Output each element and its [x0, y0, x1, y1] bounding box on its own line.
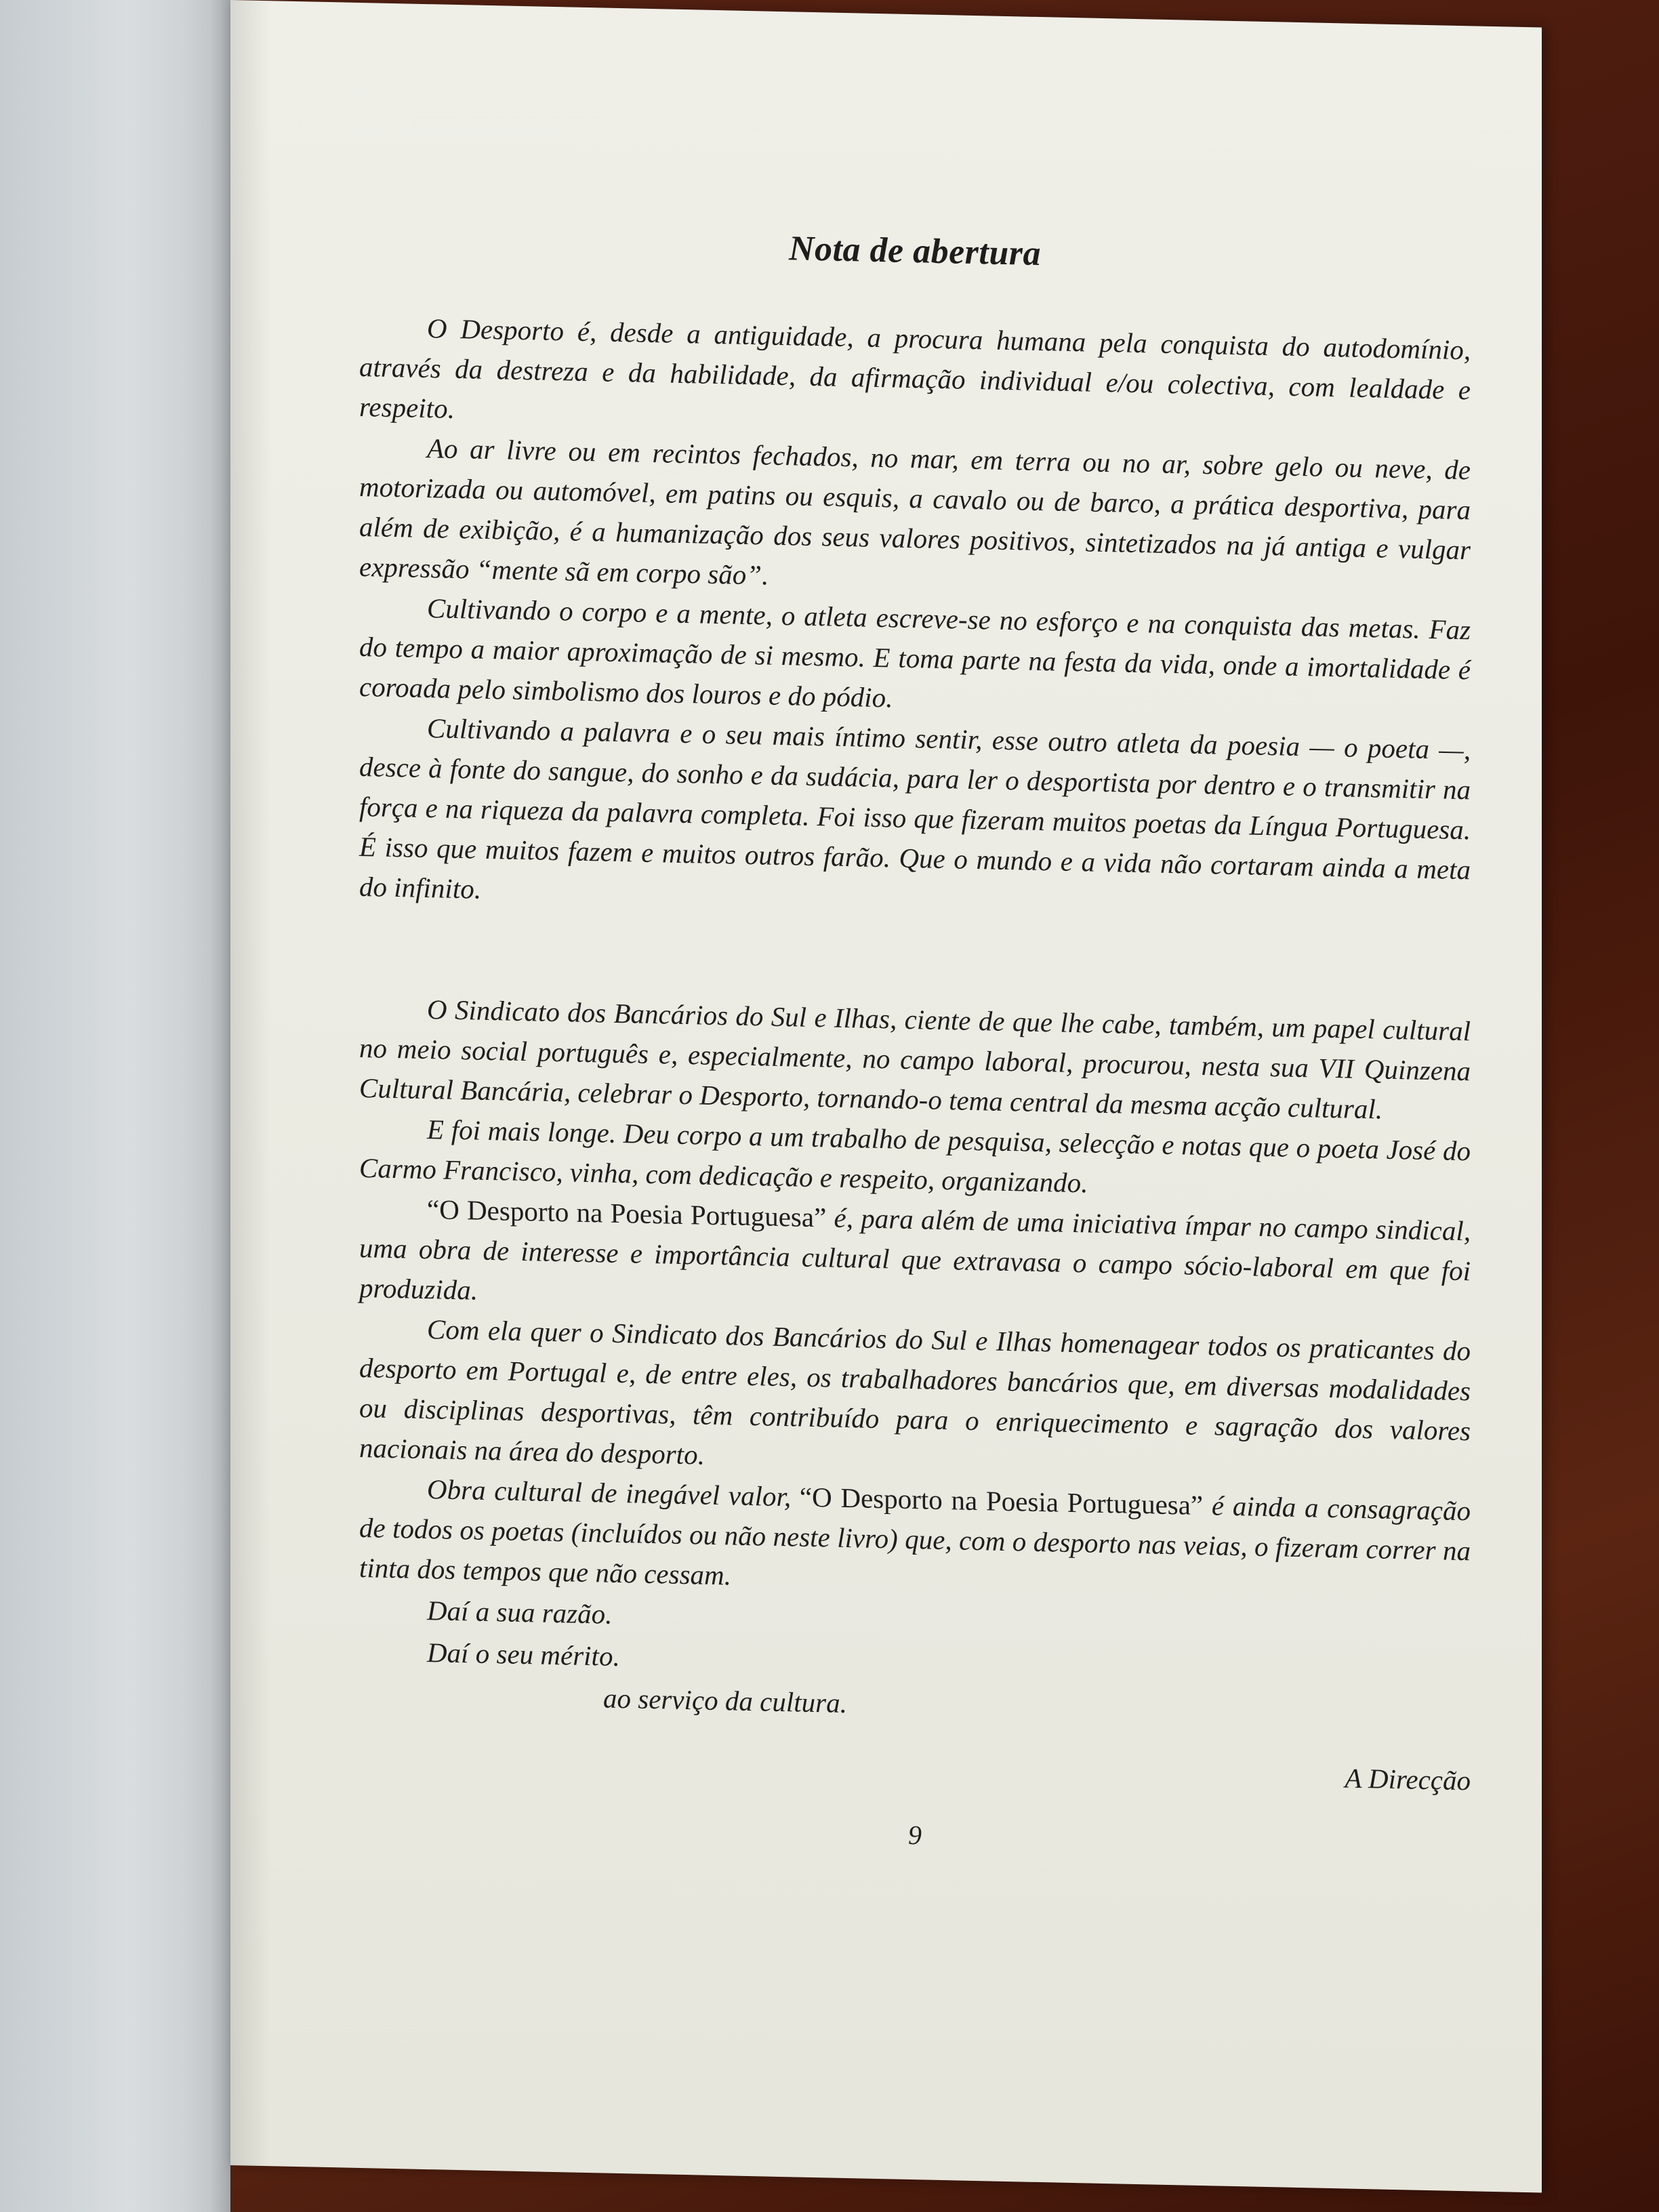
page-text [359, 220, 1471, 1862]
book-page [230, 0, 1542, 2193]
paragraph: Cultivando a palavra e o seu mais íntimo sentir, esse outro atleta da poesia — o poeta —, desce à fonte do sangue, do sonho e da sudácia, para ler o desportista por dentro e o transmitir na força e na riqueza da palavra completa. Foi isso que fizeram muitos poetas da Língua Portuguesa. É isso que muitos fazem e muitos outros farão. Que o mundo e a vida não cortaram ainda a meta do infinito. [359, 712, 1471, 905]
paragraph: O Desporto é, desde a antiguidade, a procura humana pela conquista do autodomínio, através da destreza e da habilidade, da afirmação individual e/ou colectiva, com lealdade e respeito. [359, 312, 1471, 424]
paragraph: Com ela quer o Sindicato dos Bancários do Sul e Ilhas homenagear todos os praticantes do desporto em Portugal e, de entre eles, os trabalhadores bancários que, em diversas modalidades ou disciplinas desportivas, têm contribuído para o enriquecimento e sagração dos valores nacionais na área do desporto. [359, 1313, 1471, 1471]
book-title-quote: “O Desporto na Poesia Portuguesa” [427, 1193, 827, 1233]
paragraph: Cultivando o corpo e a mente, o atleta escreve-se no esforço e na conquista das metas. Faz do tempo a maior aproximação de si mesmo. E toma parte na festa da vida, onde a imortalidade é coroada pelo simbolismo dos louros e do pódio. [359, 592, 1471, 714]
page-number: 9 [908, 1819, 922, 1851]
page-title: Nota de abertura [789, 229, 1041, 274]
paragraph-text: Obra cultural de inegável valor, [427, 1473, 800, 1513]
book-title-quote: “O Desporto na Poesia Portuguesa” [799, 1481, 1204, 1521]
paragraph: O Sindicato dos Bancários do Sul e Ilhas, ciente de que lhe cabe, também, um papel cultural no meio social português e, especialmente, no campo laboral, procurou, nesta sua VII Quinzena Cultural Bancária, celebrar o Desporto, tornando-o tema central da mesma acção cultural. [359, 994, 1471, 1125]
left-page [0, 0, 230, 2212]
paragraph-text: é ainda a consagração de todos os poetas (incluídos ou não neste livro) que, com o desporto nas veias, o fizeram correr na tinta dos tempos que não cessam. [359, 1490, 1471, 1591]
paragraph-text: é, para além de uma iniciativa ímpar no campo sindical, uma obra de interesse e importância cultural que extravasa o campo sócio-laboral em que foi produzida. [359, 1202, 1471, 1306]
paragraph-book-title [359, 1188, 1471, 1331]
paragraph: Ao ar livre ou em recintos fechados, no mar, em terra ou no ar, sobre gelo ou neve, de motorizada ou automóvel, em patins ou esquis, a cavalo ou de barco, a prática desportiva, para além de exibição, é a humanização dos seus valores positivos, sintetizados na já antiga e vulgar expressão “mente sã em corpo são”. [359, 432, 1471, 591]
closing-line: ao serviço da cultura. [603, 1682, 847, 1719]
paragraph: E foi mais longe. Deu corpo a um trabalho de pesquisa, selecção e notas que o poeta José do Carmo Francisco, vinha, com dedicação e respeito, organizando. [359, 1113, 1471, 1199]
signature: A Direcção [1345, 1762, 1471, 1797]
closing-line: Daí o seu mérito. [427, 1637, 620, 1673]
closing-line: Daí a sua razão. [427, 1595, 613, 1630]
paragraph-obra [359, 1468, 1471, 1611]
